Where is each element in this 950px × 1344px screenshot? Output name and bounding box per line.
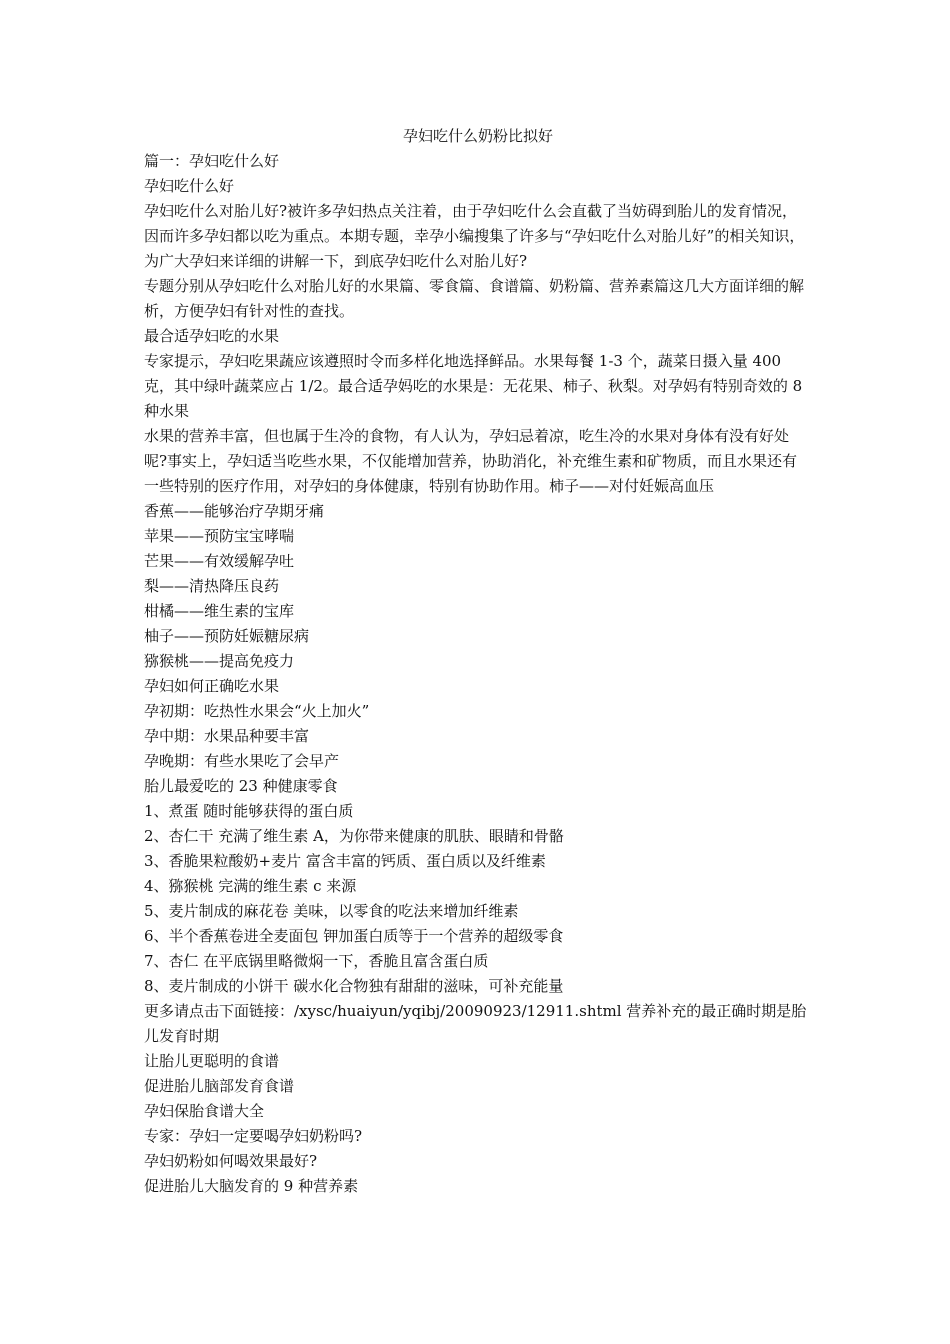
- body-paragraph: 孕妇保胎食谱大全: [144, 1102, 265, 1120]
- body-paragraph: 梨——清热降压良药: [144, 577, 280, 595]
- body-paragraph: 5、麦片制成的麻花卷 美味，以零食的吃法来增加纤维素: [144, 902, 519, 920]
- body-paragraph: 芒果——有效缓解孕吐: [144, 552, 295, 570]
- body-paragraph: 促进胎儿脑部发育食谱: [144, 1077, 295, 1095]
- body-paragraph: 柑橘——维生素的宝库: [144, 602, 295, 620]
- body-paragraph: 篇一：孕妇吃什么好: [144, 152, 280, 170]
- body-paragraph: 孕妇奶粉如何喝效果最好?: [144, 1152, 318, 1170]
- body-paragraph: 专家：孕妇一定要喝孕妇奶粉吗?: [144, 1127, 363, 1145]
- document-page: [144, 124, 812, 1199]
- body-paragraph: 1、煮蛋 随时能够获得的蛋白质: [144, 802, 354, 820]
- body-paragraph: 7、杏仁 在平底锅里略微焖一下，香脆且富含蛋白质: [144, 952, 489, 970]
- body-paragraph: 柚子——预防妊娠糖尿病: [144, 627, 310, 645]
- body-paragraph: 促进胎儿大脑发育的 9 种营养素: [144, 1177, 359, 1195]
- body-paragraph: 孕初期：吃热性水果会“火上加火”: [144, 702, 370, 720]
- body-paragraph: 专家提示，孕妇吃果蔬应该遵照时令而多样化地选择鲜品。水果每餐 1-3 个，蔬菜日摄入量 400 克，其中绿叶蔬菜应占 1/2。最合适孕妈吃的水果是：无花果、柿子、秋梨。对孕妈有特别奇效的 8 种水果: [144, 352, 803, 420]
- body-paragraph: 孕中期：水果品种要丰富: [144, 727, 310, 745]
- body-paragraph: 孕妇吃什么好: [144, 177, 235, 195]
- body-paragraph: 苹果——预防宝宝哮喘: [144, 527, 295, 545]
- document-body: [144, 149, 812, 1199]
- body-paragraph: 让胎儿更聪明的食谱: [144, 1052, 280, 1070]
- body-paragraph: 更多请点击下面链接：/xysc/huaiyun/yqibj/20090923/12911.shtml 营养补充的最正确时期是胎儿发育时期: [144, 1002, 807, 1045]
- body-paragraph: 水果的营养丰富，但也属于生冷的食物，有人认为，孕妇忌着凉，吃生冷的水果对身体有没有好处呢?事实上，孕妇适当吃些水果，不仅能增加营养，协助消化，补充维生素和矿物质，而且水果还有一些特别的医疗作用，对孕妇的身体健康，特别有协助作用。柿子——对付妊娠高血压: [144, 427, 798, 495]
- body-paragraph: 胎儿最爱吃的 23 种健康零食: [144, 777, 338, 795]
- body-paragraph: 6、半个香蕉卷进全麦面包 钾加蛋白质等于一个营养的超级零食: [144, 927, 564, 945]
- body-paragraph: 4、猕猴桃 完满的维生素 c 来源: [144, 877, 357, 895]
- body-paragraph: 最合适孕妇吃的水果: [144, 327, 280, 345]
- document-title: 孕妇吃什么奶粉比拟好: [402, 127, 553, 145]
- body-paragraph: 孕妇如何正确吃水果: [144, 677, 280, 695]
- body-paragraph: 2、杏仁干 充满了维生素 A，为你带来健康的肌肤、眼睛和骨骼: [144, 827, 564, 845]
- body-paragraph: 3、香脆果粒酸奶+麦片 富含丰富的钙质、蛋白质以及纤维素: [144, 852, 546, 870]
- body-paragraph: 8、麦片制成的小饼干 碳水化合物独有甜甜的滋味，可补充能量: [144, 977, 564, 995]
- body-paragraph: 孕晚期：有些水果吃了会早产: [144, 752, 340, 770]
- body-paragraph: 香蕉——能够治疗孕期牙痛: [144, 502, 325, 520]
- body-paragraph: 孕妇吃什么对胎儿好?被许多孕妇热点关注着，由于孕妇吃什么会直截了当妨碍到胎儿的发育情况，因而许多孕妇都以吃为重点。本期专题，幸孕小编搜集了许多与“孕妇吃什么对胎儿好”的相关知识，为广大孕妇来详细的讲解一下，到底孕妇吃什么对胎儿好?: [144, 202, 805, 270]
- body-paragraph: 专题分别从孕妇吃什么对胎儿好的水果篇、零食篇、食谱篇、奶粉篇、营养素篇这几大方面详细的解析，方便孕妇有针对性的查找。: [144, 277, 805, 320]
- body-paragraph: 猕猴桃——提高免疫力: [144, 652, 295, 670]
